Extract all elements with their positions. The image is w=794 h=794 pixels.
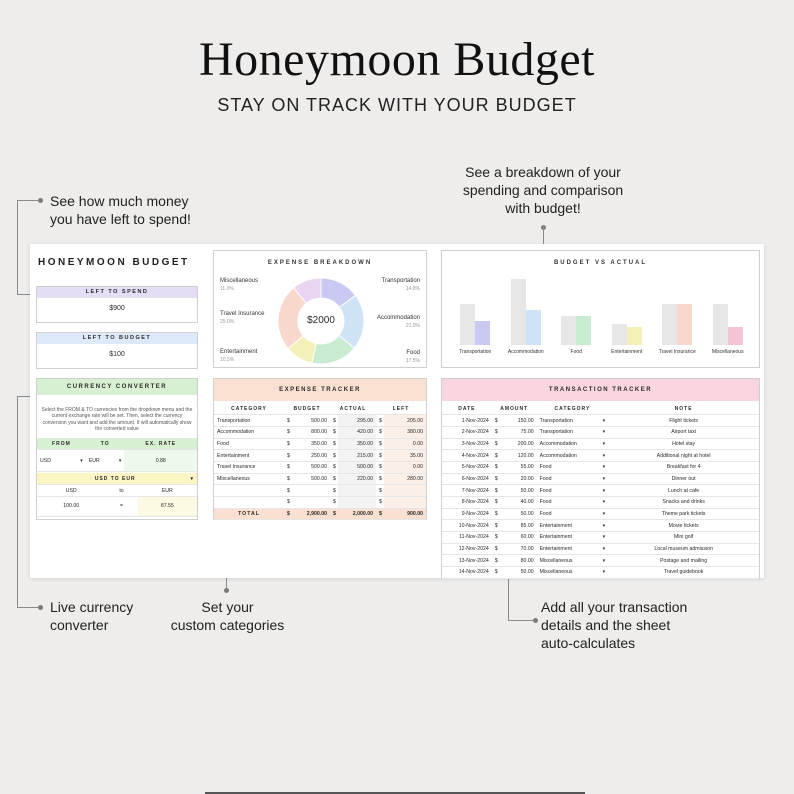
total-row	[214, 508, 426, 520]
currency-symbol: $	[492, 508, 500, 520]
currency-symbol: $	[284, 438, 292, 450]
chevron-down-icon: ▾	[602, 499, 606, 506]
category-value: Food	[539, 464, 552, 471]
date-cell[interactable]: 10-Nov-2024	[442, 520, 492, 532]
category-select[interactable]	[537, 461, 609, 473]
chevron-down-icon: ▾	[602, 557, 606, 564]
category-cell[interactable]: Accommodation	[214, 426, 284, 438]
currency-symbol: $	[492, 543, 500, 555]
budget-vs-actual-chart	[450, 273, 753, 357]
currency-symbol: $	[492, 485, 500, 497]
note-cell[interactable]: Local museum admission	[608, 543, 759, 555]
slice-pct-food: 17.5%	[405, 358, 420, 364]
bar-category-label: Food	[570, 349, 582, 355]
currency-symbol: $	[330, 485, 338, 497]
table-row	[214, 473, 426, 485]
table-row	[442, 485, 759, 497]
amount-cell[interactable]: 120.00	[500, 450, 537, 462]
note-cell[interactable]: Flight tickets	[608, 415, 759, 427]
amount-cell[interactable]: 55.00	[500, 461, 537, 473]
note-cell[interactable]: Dinner out	[608, 473, 759, 485]
date-cell[interactable]: 12-Nov-2024	[442, 543, 492, 555]
currency-symbol: $	[330, 461, 338, 473]
category-cell[interactable]: Food	[214, 438, 284, 450]
currency-symbol: $	[376, 497, 384, 509]
budget-sheet	[30, 244, 764, 578]
currency-help-text: Select the FROM & TO currencies from the dropdown menu and the current exchange rate will be set. Then, select the currency conversion you want and add the amount. It will automatically show the converted value	[41, 407, 193, 432]
currency-symbol: $	[376, 415, 384, 427]
currency-symbol: $	[330, 473, 338, 485]
amount-cell[interactable]: 75.00	[500, 426, 537, 438]
col-ex-rate: EX. RATE	[124, 438, 197, 450]
note-cell[interactable]: Movie tickets	[608, 520, 759, 532]
date-cell[interactable]: 13-Nov-2024	[442, 555, 492, 567]
col-amount: AMOUNT	[492, 403, 537, 415]
callout-currency: Live currency converter	[50, 599, 134, 633]
bar-category-label: Entertainment	[611, 349, 643, 355]
currency-symbol: $	[284, 450, 292, 462]
slice-label-food: Food	[406, 350, 420, 356]
actual-bar	[526, 310, 541, 345]
date-cell[interactable]: 2-Nov-2024	[442, 426, 492, 438]
category-value: Transportation	[539, 417, 573, 424]
category-value: Entertainment	[539, 522, 572, 529]
category-select[interactable]	[537, 415, 609, 427]
currency-converter-panel	[36, 378, 198, 520]
currency-symbol: $	[330, 508, 338, 520]
table-row	[442, 520, 759, 532]
table-row	[214, 450, 426, 462]
slice-label-accommodation: Accommodation	[376, 315, 420, 321]
currency-symbol: $	[492, 461, 500, 473]
note-cell[interactable]: Mini golf	[608, 532, 759, 544]
left-cell: 380.00	[384, 426, 426, 438]
note-cell[interactable]: Hotel stay	[608, 438, 759, 450]
budget-cell[interactable]	[292, 497, 330, 509]
sheet-title: HONEYMOON BUDGET	[38, 257, 190, 268]
chevron-down-icon: ▾	[602, 440, 606, 447]
chevron-down-icon: ▾	[602, 452, 606, 459]
category-select[interactable]	[537, 497, 609, 509]
budget-bar	[662, 304, 677, 345]
amount-cell[interactable]: 150.00	[500, 415, 537, 427]
actual-cell: 420.00	[338, 426, 376, 438]
currency-symbol: $	[492, 497, 500, 509]
callout-line	[17, 396, 18, 608]
chevron-down-icon: ▾	[602, 487, 606, 494]
category-select[interactable]	[537, 532, 609, 544]
actual-cell: 215.00	[338, 450, 376, 462]
bar-category-label: Travel Insurance	[658, 349, 696, 355]
budget-bar	[511, 279, 526, 345]
conv-target-label: EUR	[138, 485, 197, 497]
expense-breakdown-panel	[213, 250, 427, 368]
ex-rate-value: 0.88	[124, 450, 197, 472]
chevron-down-icon: ▾	[190, 475, 194, 482]
currency-symbol: $	[376, 426, 384, 438]
table-row	[214, 415, 426, 427]
table-row	[442, 543, 759, 555]
expense-tracker-title: EXPENSE TRACKER	[214, 379, 426, 401]
category-cell[interactable]: Miscellaneous	[214, 473, 284, 485]
table-row	[442, 497, 759, 509]
table-row	[442, 450, 759, 462]
actual-cell	[338, 497, 376, 509]
budget-bar	[612, 324, 627, 345]
chevron-down-icon: ▾	[602, 511, 606, 518]
budget-cell[interactable]: 500.00	[292, 473, 330, 485]
category-select[interactable]	[537, 567, 609, 579]
callout-line	[17, 200, 18, 295]
conv-equals: =	[105, 496, 137, 516]
currency-symbol: $	[492, 415, 500, 427]
left-cell	[384, 485, 426, 497]
category-value: Entertainment	[539, 546, 572, 553]
currency-symbol: $	[492, 520, 500, 532]
chevron-down-icon: ▾	[602, 534, 606, 541]
col-note: NOTE	[608, 403, 759, 415]
page-subtitle: STAY ON TRACK WITH YOUR BUDGET	[217, 95, 577, 115]
budget-cell[interactable]: 800.00	[292, 426, 330, 438]
chevron-down-icon: ▾	[118, 457, 122, 464]
chevron-down-icon: ▾	[602, 429, 606, 436]
category-value: Entertainment	[539, 534, 572, 541]
actual-bar	[728, 327, 743, 345]
amount-cell[interactable]: 200.00	[500, 438, 537, 450]
table-row	[442, 426, 759, 438]
category-cell[interactable]	[214, 497, 284, 509]
left-cell: 280.00	[384, 473, 426, 485]
left-cell	[384, 497, 426, 509]
table-row	[442, 461, 759, 473]
bar-category-label: Transportation	[459, 349, 492, 355]
amount-cell[interactable]: 70.00	[500, 543, 537, 555]
from-currency-select[interactable]: USD ▾	[37, 450, 86, 472]
date-cell[interactable]: 4-Nov-2024	[442, 450, 492, 462]
actual-bar	[627, 327, 642, 345]
page-title: Honeymoon Budget	[199, 33, 595, 86]
category-value: Accommodation	[539, 452, 577, 459]
callout-line	[508, 575, 509, 620]
date-cell[interactable]: 7-Nov-2024	[442, 485, 492, 497]
note-cell[interactable]: Theme park tickets	[608, 508, 759, 520]
conversion-select[interactable]: USD TO EUR ▾	[37, 473, 197, 485]
chevron-down-icon: ▾	[602, 569, 606, 576]
left-to-spend-label: LEFT TO SPEND	[37, 287, 197, 298]
note-cell[interactable]: Additional night at hotel	[608, 450, 759, 462]
left-cell: 0.00	[384, 438, 426, 450]
category-value: Accommodation	[539, 440, 577, 447]
total-budget: 2,900.00	[292, 508, 330, 520]
conv-from-label: USD	[37, 485, 105, 497]
category-select[interactable]	[537, 543, 609, 555]
currency-symbol: $	[376, 438, 384, 450]
slice-pct-entertainment: 10.5%	[220, 357, 235, 363]
slice-label-travel-insurance: Travel Insurance	[220, 311, 265, 317]
date-cell[interactable]: 14-Nov-2024	[442, 567, 492, 579]
date-cell[interactable]: 6-Nov-2024	[442, 473, 492, 485]
budget-vs-actual-panel	[441, 250, 760, 368]
category-select[interactable]	[537, 485, 609, 497]
budget-vs-actual-title: BUDGET VS ACTUAL	[553, 260, 648, 266]
budget-bar	[460, 304, 475, 345]
slice-label-miscellaneous: Miscellaneous	[220, 278, 259, 284]
slice-pct-travel-insurance: 25.0%	[220, 319, 235, 325]
table-row	[442, 508, 759, 520]
table-row	[214, 461, 426, 473]
total-actual: 2,000.00	[338, 508, 376, 520]
callout-line	[17, 607, 39, 608]
note-cell[interactable]: Lunch at cafe	[608, 485, 759, 497]
callout-transactions: Add all your transaction details and the sheet auto-calculates	[541, 599, 688, 651]
expense-tracker-panel	[213, 378, 427, 520]
category-cell[interactable]: Entertainment	[214, 450, 284, 462]
note-cell[interactable]: Travel guidebook	[608, 567, 759, 579]
category-value: Food	[539, 499, 552, 506]
actual-bar	[576, 316, 591, 345]
col-left: LEFT	[376, 403, 426, 415]
slice-pct-transportation: 14.8%	[405, 286, 420, 292]
currency-symbol: $	[330, 438, 338, 450]
left-to-spend-value: $900	[109, 305, 125, 312]
left-to-spend-card	[36, 286, 198, 323]
currency-symbol: $	[376, 473, 384, 485]
currency-symbol: $	[492, 450, 500, 462]
category-value: Food	[539, 475, 552, 482]
currency-converter-title: CURRENCY CONVERTER	[37, 379, 197, 395]
budget-bar	[713, 304, 728, 345]
currency-symbol: $	[284, 485, 292, 497]
date-cell[interactable]: 1-Nov-2024	[442, 415, 492, 427]
slice-pct-miscellaneous: 11.0%	[220, 286, 234, 292]
actual-bar	[475, 321, 490, 345]
category-select[interactable]	[537, 473, 609, 485]
left-to-budget-label: LEFT TO BUDGET	[37, 333, 197, 344]
amount-cell[interactable]: 80.00	[500, 555, 537, 567]
date-cell[interactable]: 11-Nov-2024	[442, 532, 492, 544]
actual-cell: 220.00	[338, 473, 376, 485]
amount-cell[interactable]: 40.00	[500, 497, 537, 509]
amount-cell[interactable]: 50.00	[500, 485, 537, 497]
slice-label-entertainment: Entertainment	[220, 349, 258, 355]
currency-symbol: $	[492, 555, 500, 567]
left-cell: 205.00	[384, 415, 426, 427]
date-cell[interactable]: 9-Nov-2024	[442, 508, 492, 520]
callout-breakdown: See a breakdown of your spending and comparison with budget!	[462, 164, 624, 216]
chevron-down-icon: ▾	[602, 464, 606, 471]
currency-symbol: $	[330, 497, 338, 509]
callout-line	[508, 620, 534, 621]
callout-line	[17, 200, 39, 201]
currency-symbol: $	[284, 497, 292, 509]
col-actual: ACTUAL	[330, 403, 376, 415]
slice-label-transportation: Transportation	[381, 278, 420, 284]
currency-symbol: $	[284, 415, 292, 427]
callout-categories: Set your custom categories	[170, 599, 285, 633]
conv-result: 87.55	[138, 496, 197, 516]
total-left: 900.00	[384, 508, 426, 520]
category-value: Miscellaneous	[539, 557, 573, 564]
table-row	[442, 415, 759, 427]
transaction-tracker-panel	[441, 378, 760, 578]
callout-dot	[533, 618, 538, 623]
transaction-tracker-table	[442, 403, 759, 579]
bar-category-label: Accommodation	[507, 349, 544, 355]
category-select[interactable]	[537, 508, 609, 520]
currency-symbol: $	[284, 473, 292, 485]
category-select[interactable]	[537, 426, 609, 438]
category-cell[interactable]	[214, 485, 284, 497]
currency-symbol: $	[492, 438, 500, 450]
donut-center-total: $2000	[307, 315, 335, 326]
currency-symbol: $	[376, 485, 384, 497]
table-row	[442, 438, 759, 450]
currency-symbol: $	[376, 461, 384, 473]
amount-cell[interactable]: 50.00	[500, 508, 537, 520]
category-cell[interactable]: Transportation	[214, 415, 284, 427]
table-row	[214, 438, 426, 450]
currency-symbol: $	[492, 426, 500, 438]
col-to: TO	[86, 438, 125, 450]
to-currency-select[interactable]: EUR ▾	[86, 450, 125, 472]
category-value: Food	[539, 511, 552, 518]
category-select[interactable]	[537, 438, 609, 450]
note-cell[interactable]: Airport taxi	[608, 426, 759, 438]
note-cell[interactable]: Postage and mailing	[608, 555, 759, 567]
budget-bar	[561, 316, 576, 345]
currency-symbol: $	[376, 508, 384, 520]
expense-breakdown-title: EXPENSE BREAKDOWN	[267, 260, 373, 266]
chevron-down-icon: ▾	[602, 417, 606, 424]
conv-to-label: to	[105, 485, 137, 497]
currency-convert-table	[37, 473, 197, 517]
budget-cell[interactable]	[292, 485, 330, 497]
budget-cell[interactable]: 500.00	[292, 461, 330, 473]
chevron-down-icon: ▾	[602, 475, 606, 482]
currency-symbol: $	[492, 532, 500, 544]
currency-symbol: $	[330, 426, 338, 438]
slice-pct-accommodation: 21.0%	[405, 323, 420, 329]
actual-cell: 295.00	[338, 415, 376, 427]
transaction-tracker-title: TRANSACTION TRACKER	[442, 379, 759, 401]
currency-symbol: $	[492, 567, 500, 579]
expense-tracker-table	[214, 403, 426, 520]
table-row	[442, 473, 759, 485]
total-label: TOTAL	[214, 508, 284, 520]
budget-cell[interactable]: 250.00	[292, 450, 330, 462]
date-cell[interactable]: 5-Nov-2024	[442, 461, 492, 473]
category-value: Food	[539, 487, 552, 494]
left-cell: 0.00	[384, 461, 426, 473]
date-cell[interactable]: 8-Nov-2024	[442, 497, 492, 509]
chevron-down-icon: ▾	[602, 522, 606, 529]
col-from: FROM	[37, 438, 86, 450]
category-select[interactable]	[537, 450, 609, 462]
currency-symbol: $	[330, 415, 338, 427]
currency-symbol: $	[492, 473, 500, 485]
table-row	[214, 485, 426, 497]
currency-symbol: $	[284, 508, 292, 520]
callout-money-left: See how much money you have left to spend!	[50, 193, 191, 227]
date-cell[interactable]: 3-Nov-2024	[442, 438, 492, 450]
actual-cell	[338, 485, 376, 497]
budget-cell[interactable]: 500.00	[292, 415, 330, 427]
category-select[interactable]	[537, 555, 609, 567]
note-cell[interactable]: Snacks and drinks	[608, 497, 759, 509]
callout-dot	[224, 588, 229, 593]
currency-symbol: $	[284, 461, 292, 473]
currency-symbol: $	[330, 450, 338, 462]
col-category: CATEGORY	[537, 403, 609, 415]
conv-amount-input[interactable]: 100.00	[37, 496, 105, 516]
amount-cell[interactable]: 50.00	[500, 567, 537, 579]
table-row	[214, 497, 426, 509]
actual-bar	[677, 304, 692, 345]
amount-cell[interactable]: 60.00	[500, 532, 537, 544]
chevron-down-icon: ▾	[602, 546, 606, 553]
left-to-budget-card	[36, 332, 198, 369]
category-select[interactable]	[537, 520, 609, 532]
actual-cell: 350.00	[338, 438, 376, 450]
table-row	[442, 555, 759, 567]
bar-category-label: Miscellaneous	[711, 349, 744, 355]
col-budget: BUDGET	[284, 403, 330, 415]
category-value: Transportation	[539, 429, 573, 436]
col-date: DATE	[442, 403, 492, 415]
chevron-down-icon: ▾	[80, 457, 83, 464]
col-category: CATEGORY	[214, 403, 284, 415]
left-to-budget-value: $100	[109, 351, 125, 358]
amount-cell[interactable]: 85.00	[500, 520, 537, 532]
amount-cell[interactable]: 20.00	[500, 473, 537, 485]
actual-cell: 500.00	[338, 461, 376, 473]
category-value: Miscellaneous	[539, 569, 573, 576]
table-row	[214, 426, 426, 438]
currency-symbol: $	[376, 450, 384, 462]
budget-cell[interactable]: 350.00	[292, 438, 330, 450]
note-cell[interactable]: Breakfast for 4	[608, 461, 759, 473]
callout-dot	[38, 605, 43, 610]
table-row	[442, 532, 759, 544]
table-row	[442, 567, 759, 579]
currency-symbol: $	[284, 426, 292, 438]
category-cell[interactable]: Travel Insurance	[214, 461, 284, 473]
left-cell: 35.00	[384, 450, 426, 462]
currency-rate-table	[37, 438, 197, 472]
